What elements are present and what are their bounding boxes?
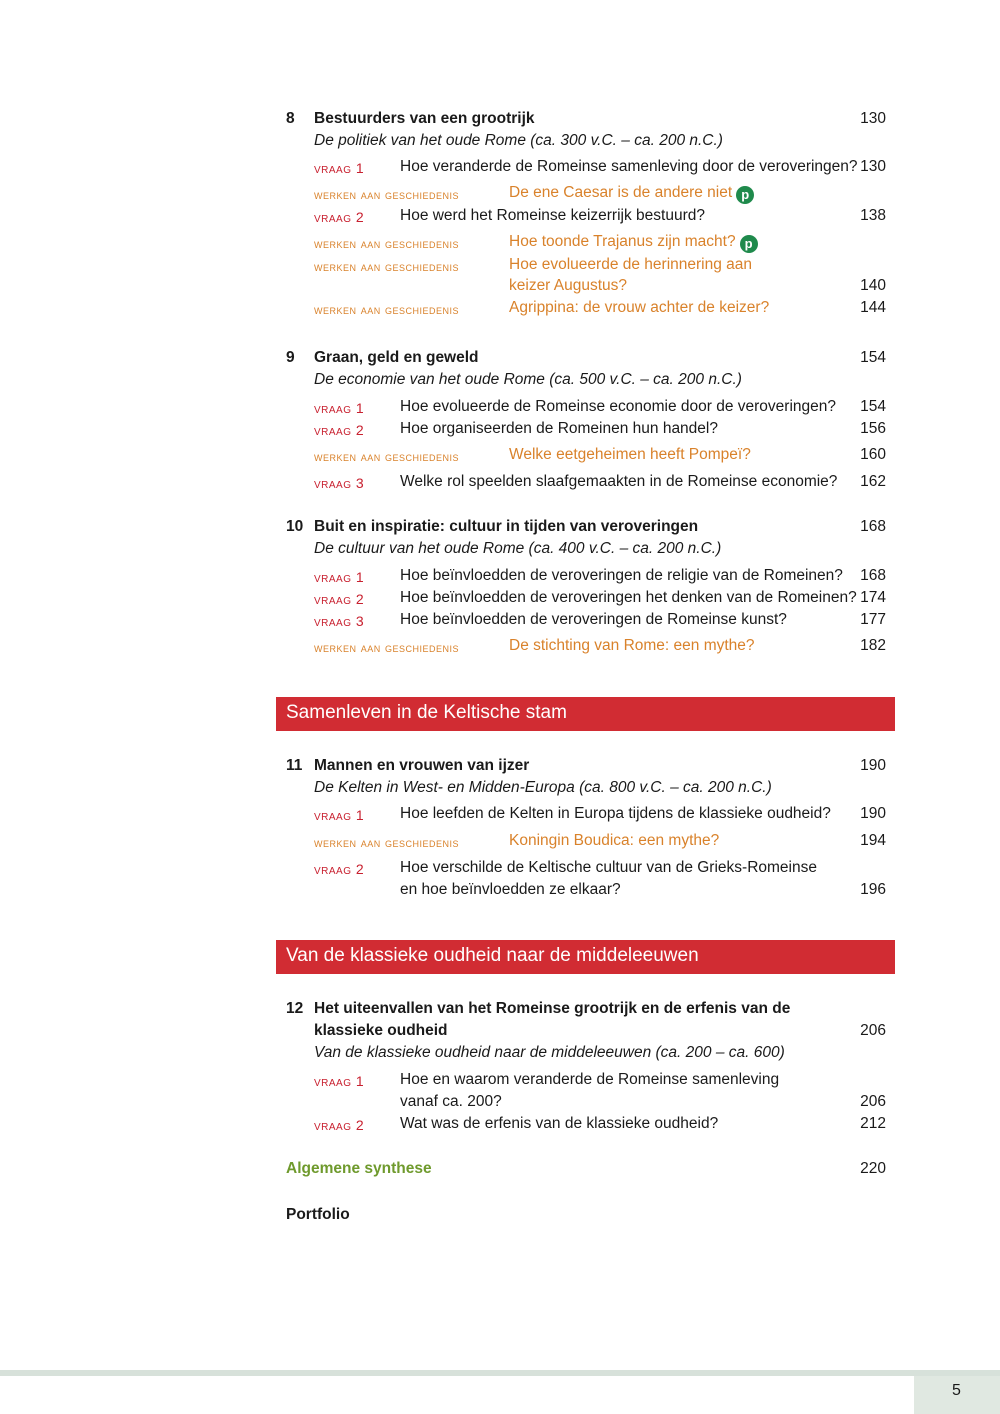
vraag-text-continued[interactable]: vanaf ca. 200? [400,1093,502,1110]
chapter-title[interactable]: Buit en inspiratie: cultuur in tijden van veroveringen [314,518,699,535]
chapter-subtitle: De economie van het oude Rome (ca. 500 v.C. – ca. 200 n.C.) [314,371,742,388]
werken-text: De ene Caesar is de andere niet [509,184,733,201]
werken-text[interactable]: De stichting van Rome: een mythe? [509,637,755,654]
entry-page: 182 [860,637,886,654]
werken-label: werken aan geschiedenis [314,187,460,202]
werken-label: werken aan geschiedenis [314,835,460,850]
chapter-number: 10 [286,518,304,535]
vraag-label: vraag 2 [314,209,365,225]
werken-label: werken aan geschiedenis [314,640,460,655]
werken-text[interactable]: Agrippina: de vrouw achter de keizer? [509,299,770,316]
chapter-title[interactable]: Het uiteenvallen van het Romeinse grootrijk en de erfenis van de [314,1000,791,1017]
chapter-number: 11 [286,757,303,774]
chapter-title[interactable]: Graan, geld en geweld [314,349,479,366]
entry-page: 196 [860,881,886,898]
chapter-page: 206 [860,1022,886,1039]
vraag-label: vraag 1 [314,1073,365,1089]
section-header [276,697,895,731]
vraag-label: vraag 2 [314,422,365,438]
entry-page: 154 [860,398,886,415]
vraag-text[interactable]: Hoe leefden de Kelten in Europa tijdens de klassieke oudheid? [400,805,831,822]
footer-page-box [914,1376,1000,1414]
chapter-page: 154 [860,349,886,366]
footer-strip [0,1370,1000,1376]
vraag-label: vraag 2 [314,1117,365,1133]
entry-page: 140 [860,277,886,294]
vraag-text[interactable]: Hoe beïnvloedden de veroveringen de Romeinse kunst? [400,611,787,628]
vraag-label: vraag 2 [314,591,365,607]
entry-page: 206 [860,1093,886,1110]
entry-page: 156 [860,420,886,437]
werken-text: Hoe toonde Trajanus zijn macht? [509,233,736,250]
werken-text-row[interactable] [509,233,758,253]
algemene-synthese-link[interactable]: Algemene synthese [286,1160,432,1177]
werken-label: werken aan geschiedenis [314,236,460,251]
chapter-title[interactable]: Mannen en vrouwen van ijzer [314,757,530,774]
vraag-text[interactable]: Welke rol speelden slaafgemaakten in de Romeinse economie? [400,473,838,490]
chapter-page: 168 [860,518,886,535]
synthese-page: 220 [860,1160,886,1177]
chapter-subtitle: De politiek van het oude Rome (ca. 300 v.C. – ca. 200 n.C.) [314,132,723,149]
vraag-label: vraag 3 [314,613,365,629]
page-number: 5 [952,1382,961,1399]
vraag-text-continued[interactable]: en hoe beïnvloedden ze elkaar? [400,881,621,898]
vraag-label: vraag 1 [314,807,365,823]
pelckmans-p-icon[interactable]: p [740,235,758,253]
vraag-text[interactable]: Hoe werd het Romeinse keizerrijk bestuurd? [400,207,705,224]
chapter-number: 9 [286,349,295,366]
vraag-text[interactable]: Wat was de erfenis van de klassieke oudheid? [400,1115,719,1132]
pelckmans-p-icon[interactable]: p [736,186,754,204]
werken-label: werken aan geschiedenis [314,302,460,317]
entry-page: 174 [860,589,886,606]
entry-page: 194 [860,832,886,849]
section-title: Samenleven in de Keltische stam [286,702,567,723]
vraag-label: vraag 3 [314,475,365,491]
werken-text-row[interactable] [509,184,754,204]
chapter-title[interactable]: Bestuurders van een grootrijk [314,110,535,127]
chapter-title-continued[interactable]: klassieke oudheid [314,1022,448,1039]
entry-page: 168 [860,567,886,584]
vraag-label: vraag 1 [314,160,365,176]
vraag-text[interactable]: Hoe organiseerden de Romeinen hun handel? [400,420,718,437]
vraag-label: vraag 1 [314,400,365,416]
vraag-text[interactable]: Hoe evolueerde de Romeinse economie door de veroveringen? [400,398,836,415]
entry-page: 212 [860,1115,886,1132]
vraag-label: vraag 2 [314,861,365,877]
chapter-subtitle: De cultuur van het oude Rome (ca. 400 v.C. – ca. 200 n.C.) [314,540,722,557]
vraag-text[interactable]: Hoe en waarom veranderde de Romeinse samenleving [400,1071,780,1088]
entry-page: 130 [860,158,886,175]
section-title: Van de klassieke oudheid naar de middeleeuwen [286,945,699,966]
vraag-text[interactable]: Hoe beïnvloedden de veroveringen de religie van de Romeinen? [400,567,843,584]
entry-page: 162 [860,473,886,490]
vraag-text[interactable]: Hoe beïnvloedden de veroveringen het denken van de Romeinen? [400,589,857,606]
chapter-number: 12 [286,1000,304,1017]
portfolio-link[interactable]: Portfolio [286,1206,350,1223]
werken-text[interactable]: Welke eetgeheimen heeft Pompeï? [509,446,751,463]
entry-page: 177 [860,611,886,628]
vraag-text[interactable]: Hoe veranderde de Romeinse samenleving door de veroveringen? [400,158,858,175]
section-header [276,940,895,974]
werken-label: werken aan geschiedenis [314,259,460,274]
chapter-page: 190 [860,757,886,774]
werken-label: werken aan geschiedenis [314,449,460,464]
entry-page: 160 [860,446,886,463]
vraag-text[interactable]: Hoe verschilde de Keltische cultuur van de Grieks-Romeinse [400,859,817,876]
entry-page: 190 [860,805,886,822]
chapter-page: 130 [860,110,886,127]
werken-text[interactable]: Hoe evolueerde de herinnering aan [509,256,753,273]
vraag-label: vraag 1 [314,569,365,585]
entry-page: 144 [860,299,886,316]
chapter-subtitle: Van de klassieke oudheid naar de middeleeuwen (ca. 200 – ca. 600) [314,1044,785,1061]
entry-page: 138 [860,207,886,224]
chapter-number: 8 [286,110,295,127]
chapter-subtitle: De Kelten in West- en Midden-Europa (ca. 800 v.C. – ca. 200 n.C.) [314,779,772,796]
werken-text-continued[interactable]: keizer Augustus? [509,277,628,294]
werken-text[interactable]: Koningin Boudica: een mythe? [509,832,720,849]
